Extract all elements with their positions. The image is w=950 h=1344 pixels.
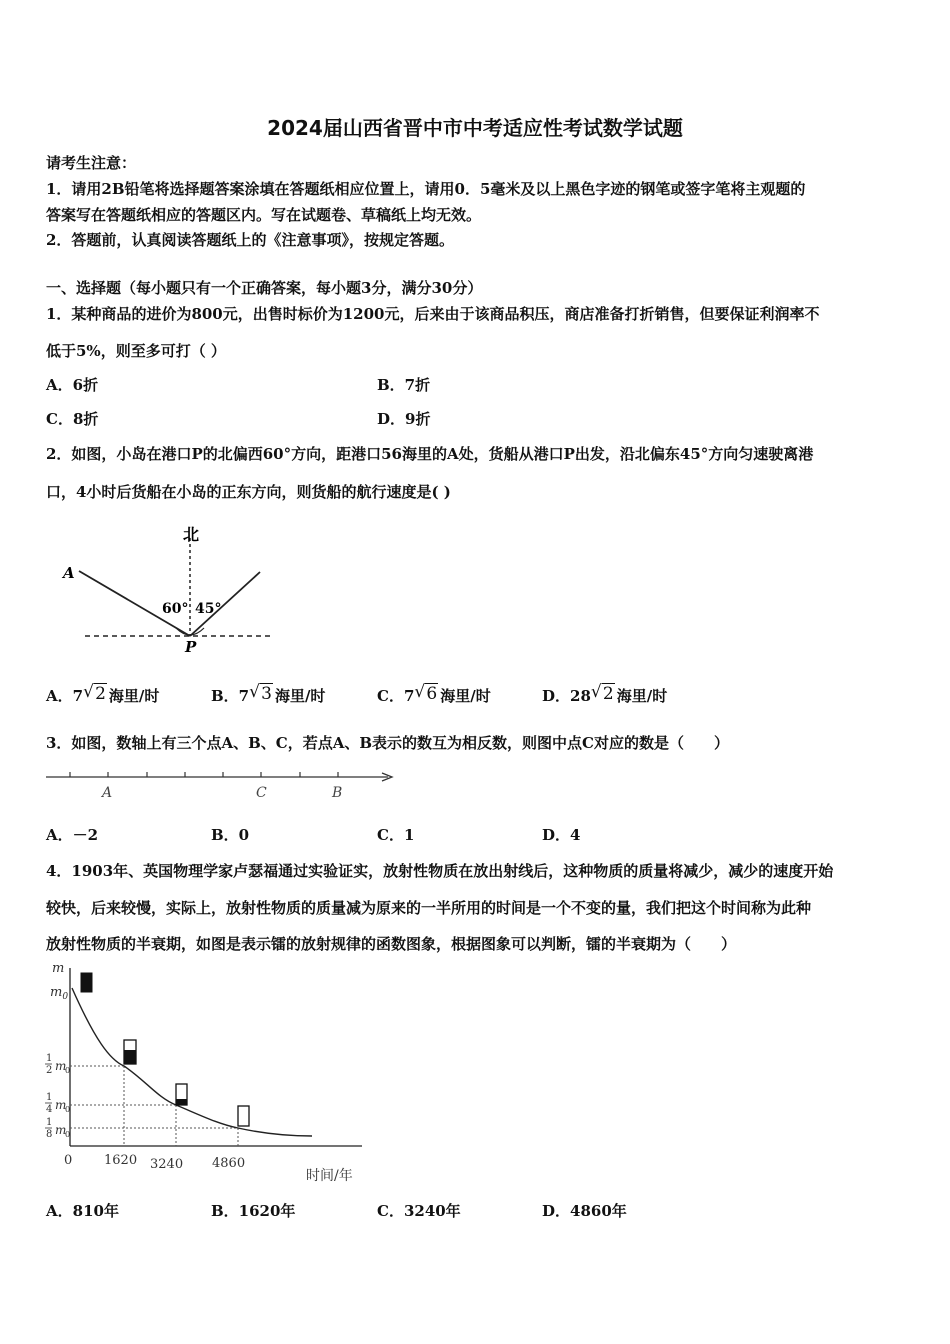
q2-b-radicand: 3	[261, 684, 272, 704]
q2-option-b[interactable]	[211, 684, 325, 706]
svg-text:4: 4	[46, 1104, 53, 1115]
q4-stem-line-2: 较快，后来较慢，实际上，放射性物质的质量减为原来的一半所用的时间是一个不变的量，我们把这个时间称为此种	[46, 899, 812, 917]
x-tick-1620: 1620	[104, 1153, 138, 1168]
q2-c-coef: C．7	[377, 687, 415, 705]
notice-line-1: 1．请用2B铅笔将选择题答案涂填在答题纸相应位置上，请用0．5毫米及以上黑色字迹的钢笔或签字笔将主观题的	[46, 180, 806, 198]
y-tick-half	[45, 1053, 70, 1076]
q4-stem-line-3: 放射性物质的半衰期，如图是表示镭的放射规律的函数图象，根据图象可以判断，镭的半衰期为（ ）	[46, 935, 737, 953]
angle-45-label: 45°	[195, 601, 222, 617]
q2-option-a[interactable]	[46, 684, 159, 706]
q4-option-a[interactable]: A．810年	[46, 1202, 119, 1220]
q2-b-coef: B．7	[211, 687, 250, 705]
q1-stem-line-1: 1．某种商品的进价为800元，出售时标价为1200元，后来由于该商品积压，商店准备打折销售，但要保证利润率不	[46, 305, 820, 323]
q2-option-d[interactable]	[542, 684, 667, 706]
y-tick-m0: $m_0$	[50, 985, 69, 1002]
q4-stem-line-1: 4．1903年、英国物理学家卢瑟福通过实验证实，放射性物质在放出射线后，这种物质的质量将减少，减少的速度开始	[46, 862, 834, 880]
angle-60-label: 60°	[162, 601, 189, 617]
notice-line-3: 2．答题前，认真阅读答题纸上的《注意事项》，按规定答题。	[46, 231, 454, 249]
q2-d-radicand: 2	[602, 684, 614, 704]
sample-quarter-fill	[176, 1099, 187, 1105]
svg-text:1: 1	[46, 1092, 53, 1103]
decay-curve	[72, 988, 312, 1136]
q3-stem-line-1: 3．如图，数轴上有三个点A、B、C，若点A、B表示的数互为相反数，则图中点C对应的数是（ ）	[46, 734, 729, 752]
x-tick-origin: 0	[64, 1153, 73, 1168]
x-tick-3240: 3240	[150, 1157, 184, 1172]
point-a-label: A	[102, 785, 113, 801]
sample-eighth-icon	[238, 1106, 249, 1126]
q2-c-unit: 海里/时	[440, 687, 491, 705]
radical-icon	[414, 684, 438, 704]
svg-text:1: 1	[46, 1117, 53, 1128]
q3-option-a[interactable]: A．－2	[46, 826, 99, 844]
svg-text:m: m	[55, 1098, 67, 1112]
svg-text:1: 1	[46, 1053, 53, 1064]
notice-heading: 请考生注意：	[46, 154, 137, 172]
q1-option-c[interactable]: C．8折	[46, 410, 99, 428]
q3-option-b[interactable]: B．0	[211, 826, 250, 844]
q2-stem-line-1: 2．如图，小岛在港口P的北偏西60°方向，距港口56海里的A处，货船从港口P出发，沿北偏东45°方向匀速驶离港	[46, 445, 814, 463]
q2-a-coef: A．7	[46, 687, 84, 705]
x-axis-label: 时间/年	[306, 1168, 353, 1184]
q2-c-radicand: 6	[426, 684, 438, 704]
q2-b-unit: 海里/时	[274, 687, 326, 705]
y-tick-eighth	[45, 1117, 70, 1140]
point-c-label: C	[256, 785, 267, 801]
q2-d-coef: D．28	[542, 687, 591, 705]
radical-icon	[591, 684, 615, 704]
q2-d-unit: 海里/时	[616, 687, 668, 705]
q3-number-line	[42, 765, 402, 805]
svg-text:0: 0	[65, 1105, 71, 1114]
y-axis-label: m	[52, 961, 65, 976]
north-label: 北	[183, 525, 200, 544]
q2-option-c[interactable]	[377, 684, 491, 706]
y-tick-quarter	[45, 1092, 70, 1115]
point-p-label: P	[185, 638, 197, 656]
q4-option-b[interactable]: B．1620年	[211, 1202, 296, 1220]
svg-text:m: m	[55, 1123, 67, 1137]
q2-direction-figure	[55, 518, 285, 658]
svg-text:m: m	[55, 1059, 67, 1073]
q2-a-radicand: 2	[95, 684, 106, 704]
svg-text:0: 0	[65, 1066, 71, 1075]
q4-option-c[interactable]: C．3240年	[377, 1202, 461, 1220]
q3-option-d[interactable]: D．4	[542, 826, 581, 844]
q1-option-b[interactable]: B．7折	[377, 376, 431, 394]
notice-line-2: 答案写在答题纸相应的答题区内。写在试题卷、草稿纸上均无效。	[46, 206, 482, 224]
q1-stem-line-2: 低于5%，则至多可打（ ）	[46, 342, 226, 360]
point-a-label: A	[63, 564, 75, 582]
sample-full-icon	[81, 973, 92, 992]
point-b-label: B	[332, 785, 343, 801]
q1-option-a[interactable]: A．6折	[46, 376, 99, 394]
q4-decay-graph	[40, 960, 370, 1188]
x-tick-4860: 4860	[212, 1156, 246, 1171]
section-heading: 一、选择题（每小题只有一个正确答案，每小题3分，满分30分）	[46, 279, 483, 297]
q3-option-c[interactable]: C．1	[377, 826, 415, 844]
q1-option-d[interactable]: D．9折	[377, 410, 431, 428]
svg-text:8: 8	[46, 1129, 53, 1140]
radical-icon	[249, 684, 273, 704]
sample-half-fill	[124, 1050, 136, 1064]
number-line-ticks	[70, 772, 338, 777]
svg-text:2: 2	[46, 1065, 53, 1076]
guide-lines	[70, 1066, 238, 1146]
svg-text:0: 0	[65, 1130, 71, 1139]
radical-icon	[83, 684, 107, 704]
q4-option-d[interactable]: D．4860年	[542, 1202, 627, 1220]
page-title: 2024届山西省晋中市中考适应性考试数学试题	[267, 116, 683, 140]
q2-stem-line-2: 口，4小时后货船在小岛的正东方向，则货船的航行速度是( )	[46, 483, 451, 501]
q2-a-unit: 海里/时	[108, 687, 160, 705]
